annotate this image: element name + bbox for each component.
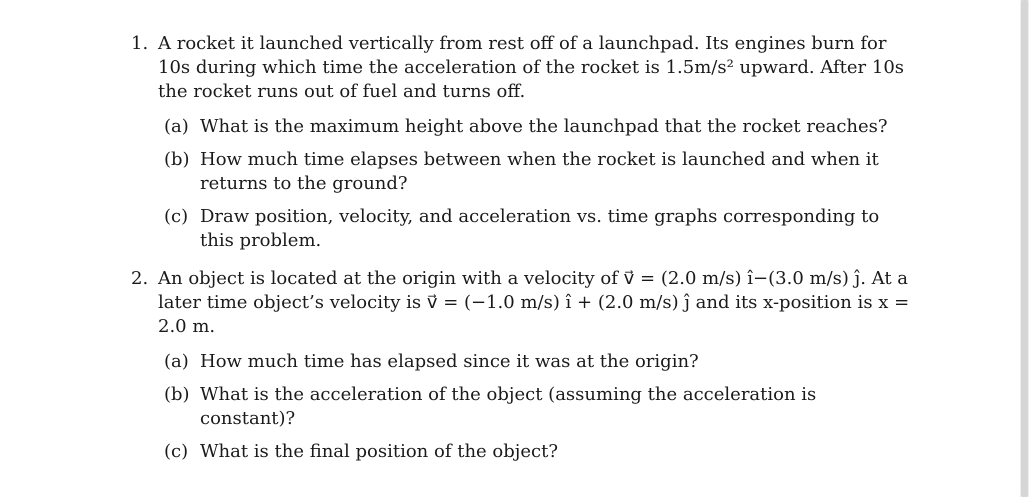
problem-part [164,115,911,139]
part-label: (b) [164,149,190,170]
problem-2 [131,267,911,464]
scrollbar-thumb[interactable] [1021,0,1028,497]
problem-number: 2. [131,268,149,289]
problem-1 [131,32,911,253]
part-text: Draw position, velocity, and acceleration vs. time graphs corresponding to this problem. [200,206,880,251]
part-label: (b) [164,384,190,405]
part-label: (c) [164,206,189,227]
part-label: (c) [164,441,189,462]
part-label: (a) [164,351,189,372]
problem-statement: An object is located at the origin with a velocity of v⃗ = (2.0 m/s) î−(3.0 m/s) ĵ. At a later time object’s velocity is v⃗ = (−1.0 m/s) î + (2.0 m/s) ĵ and its x-position is x = 2.0 m. [158,268,910,337]
part-text: What is the final position of the object? [200,441,558,462]
problem-list [131,32,911,473]
problem-part [164,205,911,253]
problem-parts [158,115,911,253]
vertical-scrollbar[interactable] [1020,0,1029,497]
part-text: How much time has elapsed since it was at the origin? [200,351,699,372]
part-text: What is the acceleration of the object (assuming the acceleration is constant)? [200,384,817,429]
problem-part [164,440,911,464]
problem-part [164,350,911,374]
problem-statement: A rocket it launched vertically from rest off of a launchpad. Its engines burn for 10s during which time the acceleration of the rocket is 1.5m/s² upward. After 10s the rocket runs out of fuel and turns off. [158,33,905,102]
problem-part [164,148,911,196]
part-text: What is the maximum height above the launchpad that the rocket reaches? [200,116,888,137]
problem-parts [158,350,911,464]
problem-number: 1. [131,33,149,54]
part-label: (a) [164,116,189,137]
part-text: How much time elapses between when the rocket is launched and when it returns to the ground? [200,149,879,194]
problem-part [164,383,911,431]
